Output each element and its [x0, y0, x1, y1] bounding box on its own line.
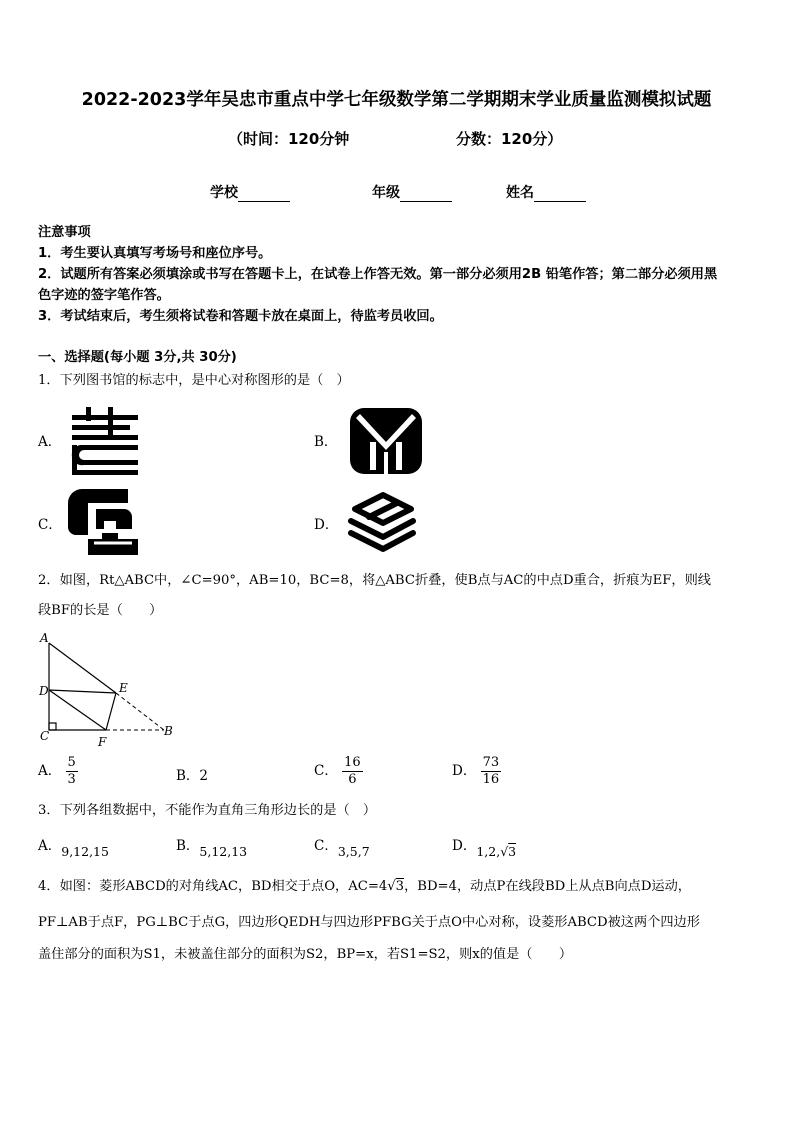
q1-option-b[interactable]: B．: [314, 434, 338, 450]
q1-option-d[interactable]: D．: [314, 517, 339, 533]
library-logo-c-icon: [68, 489, 138, 555]
q3-option-a-value: 9,12,15: [61, 844, 109, 859]
point-c-label: C: [40, 729, 50, 743]
note-item: 3．考试结束后，考生须将试卷和答题卡放在桌面上，待监考员收回。: [38, 309, 443, 324]
q3-option-c-value: 3,5,7: [337, 844, 370, 859]
notes-heading: 注意事项: [38, 225, 91, 240]
q2-option-d[interactable]: [452, 755, 501, 788]
point-e-label: E: [119, 681, 128, 695]
exam-time: （时间：120分钟: [228, 130, 350, 148]
grade-label: 年级: [372, 185, 400, 201]
q3-stem: 3．下列各组数据中，不能作为直角三角形边长的是（ ）: [38, 803, 377, 818]
note-item: 2．试题所有答案必须填涂或书写在答题卡上，在试卷上作答无效。第一部分必须用2B 铅笔作答；第二部分必须用黑: [38, 267, 718, 282]
q4-stem-line3: 盖住部分的面积为S1，未被盖住部分的面积为S2，BP=x，若S1=S2，则x的值是（ ）: [38, 947, 573, 962]
q2-option-c-fraction: $\frac{16}{6}$: [344, 755, 361, 787]
q2-option-b[interactable]: B．2: [176, 768, 209, 784]
q3-option-c[interactable]: [314, 834, 370, 859]
note-item: 1．考生要认真填写考场号和座位序号。: [38, 246, 272, 261]
q4-stem-line2: PF⊥AB于点F，PG⊥BC于点G，四边形QEDH与四边形PFBG关于点O中心对称，设菱形ABCD被这两个四边形: [38, 915, 700, 930]
q1-option-c[interactable]: C．: [38, 517, 62, 533]
q2-triangle-figure: [36, 630, 178, 750]
sqrt-radicand: 3: [508, 844, 517, 859]
q2-option-a-label: A．: [38, 763, 62, 779]
point-a-label: A: [40, 631, 49, 645]
q4-line1-part-b: ，BD=4，动点P在线段BD上从点B向点D运动，: [404, 879, 691, 894]
school-field: [210, 182, 290, 202]
q3-option-a-label: A．: [38, 838, 62, 854]
q1-stem: 1．下列图书馆的标志中，是中心对称图形的是（ ）: [38, 373, 350, 388]
name-blank[interactable]: [534, 187, 586, 202]
q4-line1-part-a: 4．如图：菱形ABCD的对角线AC，BD相交于点O，AC=4: [38, 879, 388, 894]
q1-option-a[interactable]: A．: [38, 434, 62, 450]
library-logo-d-icon: [347, 491, 419, 557]
q3-option-d-label: D．: [452, 838, 477, 854]
q3-option-c-label: C．: [314, 838, 338, 854]
name-label: 姓名: [506, 185, 534, 201]
q2-option-c-label: C．: [314, 763, 338, 779]
library-logo-a-icon: [70, 407, 142, 475]
q2-stem-line1: 2．如图，Rt△ABC中，∠C=90°，AB=10，BC=8，将△ABC折叠，使B点与AC的中点D重合，折痕为EF，则线: [38, 573, 711, 588]
school-label: 学校: [210, 185, 238, 201]
q2-option-c[interactable]: [314, 755, 363, 788]
q3-option-d-value: 1,2,: [476, 844, 501, 859]
q3-option-d[interactable]: [452, 834, 517, 859]
q2-option-a[interactable]: [38, 755, 78, 788]
q3-option-b-label: B．: [176, 838, 200, 854]
library-logo-b-icon: [350, 408, 422, 474]
q4-stem-line1: [38, 872, 758, 902]
sqrt-symbol: √3: [387, 879, 405, 894]
q2-option-d-label: D．: [452, 763, 477, 779]
exam-score: 分数：120分）: [456, 130, 563, 148]
sqrt-radicand: 3: [395, 879, 405, 894]
grade-blank[interactable]: [400, 187, 452, 202]
q3-option-b-value: 5,12,13: [199, 844, 248, 859]
q2-stem-line2: 段BF的长是（ ）: [38, 603, 163, 618]
note-item: 色字迹的签字笔作答。: [38, 288, 170, 303]
q2-option-a-fraction: $\frac{5}{3}$: [67, 755, 76, 787]
point-b-label: B: [164, 724, 173, 738]
q3-option-a[interactable]: [38, 834, 109, 859]
sqrt-symbol: √3: [500, 844, 517, 859]
section-heading: 一、选择题(每小题 3分,共 30分): [38, 350, 237, 365]
exam-title: 2022-2023学年吴忠市重点中学七年级数学第二学期期末学业质量监测模拟试题: [81, 90, 712, 110]
point-d-label: D: [39, 684, 49, 698]
q3-option-b[interactable]: [176, 834, 248, 859]
grade-field: [372, 182, 452, 202]
q2-option-d-fraction: $\frac{73}{16}$: [482, 755, 500, 787]
name-field: [506, 182, 586, 202]
school-blank[interactable]: [238, 187, 290, 202]
point-f-label: F: [98, 735, 107, 749]
